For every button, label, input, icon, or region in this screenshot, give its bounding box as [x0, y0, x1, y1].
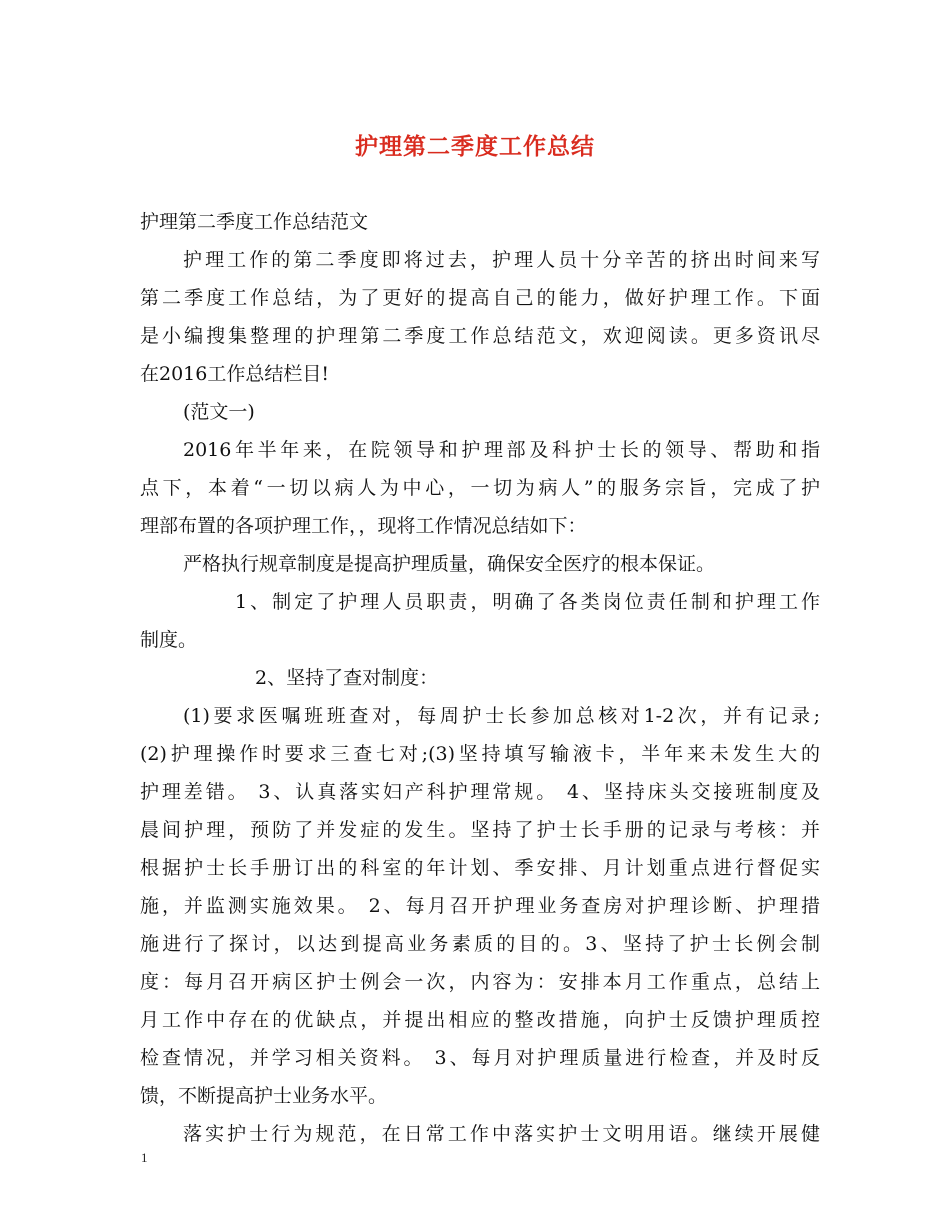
body-text-line: 2016年半年来，在院领导和护理部及科护士长的领导、帮助和指	[183, 439, 820, 461]
body-text-line: 度：每月召开病区护士例会一次，内容为：安排本月工作重点，总结上	[140, 971, 820, 993]
body-text-line: 护理第二季度工作总结范文	[140, 211, 369, 233]
body-text-line: 落实护士行为规范，在日常工作中落实护士文明用语。继续开展健	[183, 1123, 820, 1145]
body-text-line: 护理工作的第二季度即将过去，护理人员十分辛苦的挤出时间来写	[183, 249, 820, 271]
body-text-line: 严格执行规章制度是提高护理质量，确保安全医疗的根本保证。	[183, 553, 716, 575]
body-text-line: 施，并监测实施效果。 2、每月召开护理业务查房对护理诊断、护理措	[140, 895, 820, 917]
body-text-line: (范文一)	[183, 401, 255, 423]
body-text-line: 晨间护理，预防了并发症的发生。坚持了护士长手册的记录与考核：并	[140, 819, 820, 841]
document-title: 护理第二季度工作总结	[355, 133, 595, 160]
body-text-line: 施进行了探讨，以达到提高业务素质的目的。3、坚持了护士长例会制	[140, 933, 820, 955]
body-text-line: 在2016工作总结栏目!	[140, 363, 329, 385]
body-text-line: 护理差错。 3、认真落实妇产科护理常规。 4、坚持床头交接班制度及	[140, 781, 820, 803]
body-text-line: 根据护士长手册订出的科室的年计划、季安排、月计划重点进行督促实	[140, 857, 820, 879]
body-text-line: 检查情况，并学习相关资料。 3、每月对护理质量进行检查，并及时反	[140, 1047, 820, 1069]
body-text-line: 点下，本着“一切以病人为中心，一切为病人”的服务宗旨，完成了护	[140, 477, 820, 499]
document-body	[140, 203, 820, 1153]
body-text-line: 制度。	[140, 629, 198, 651]
page-number: 1	[141, 1150, 148, 1165]
body-text-line: 馈，不断提高护士业务水平。	[140, 1085, 388, 1107]
body-text-line: (1)要求医嘱班班查对，每周护士长参加总核对1-2次，并有记录;	[183, 705, 820, 727]
body-text-line: 月工作中存在的优缺点，并提出相应的整改措施，向护士反馈护理质控	[140, 1009, 820, 1031]
body-text-line: 第二季度工作总结，为了更好的提高自己的能力，做好护理工作。下面	[140, 287, 820, 309]
body-text-line: 是小编搜集整理的护理第二季度工作总结范文，欢迎阅读。更多资讯尽	[140, 325, 820, 347]
body-text-line: 2、坚持了查对制度：	[255, 667, 439, 689]
body-text-line: (2)护理操作时要求三查七对;(3)坚持填写输液卡，半年来未发生大的	[140, 743, 820, 765]
body-text-line: 理部布置的各项护理工作，，现将工作情况总结如下：	[140, 515, 587, 537]
body-text-line: 1、制定了护理人员职责，明确了各类岗位责任制和护理工作	[235, 591, 820, 613]
